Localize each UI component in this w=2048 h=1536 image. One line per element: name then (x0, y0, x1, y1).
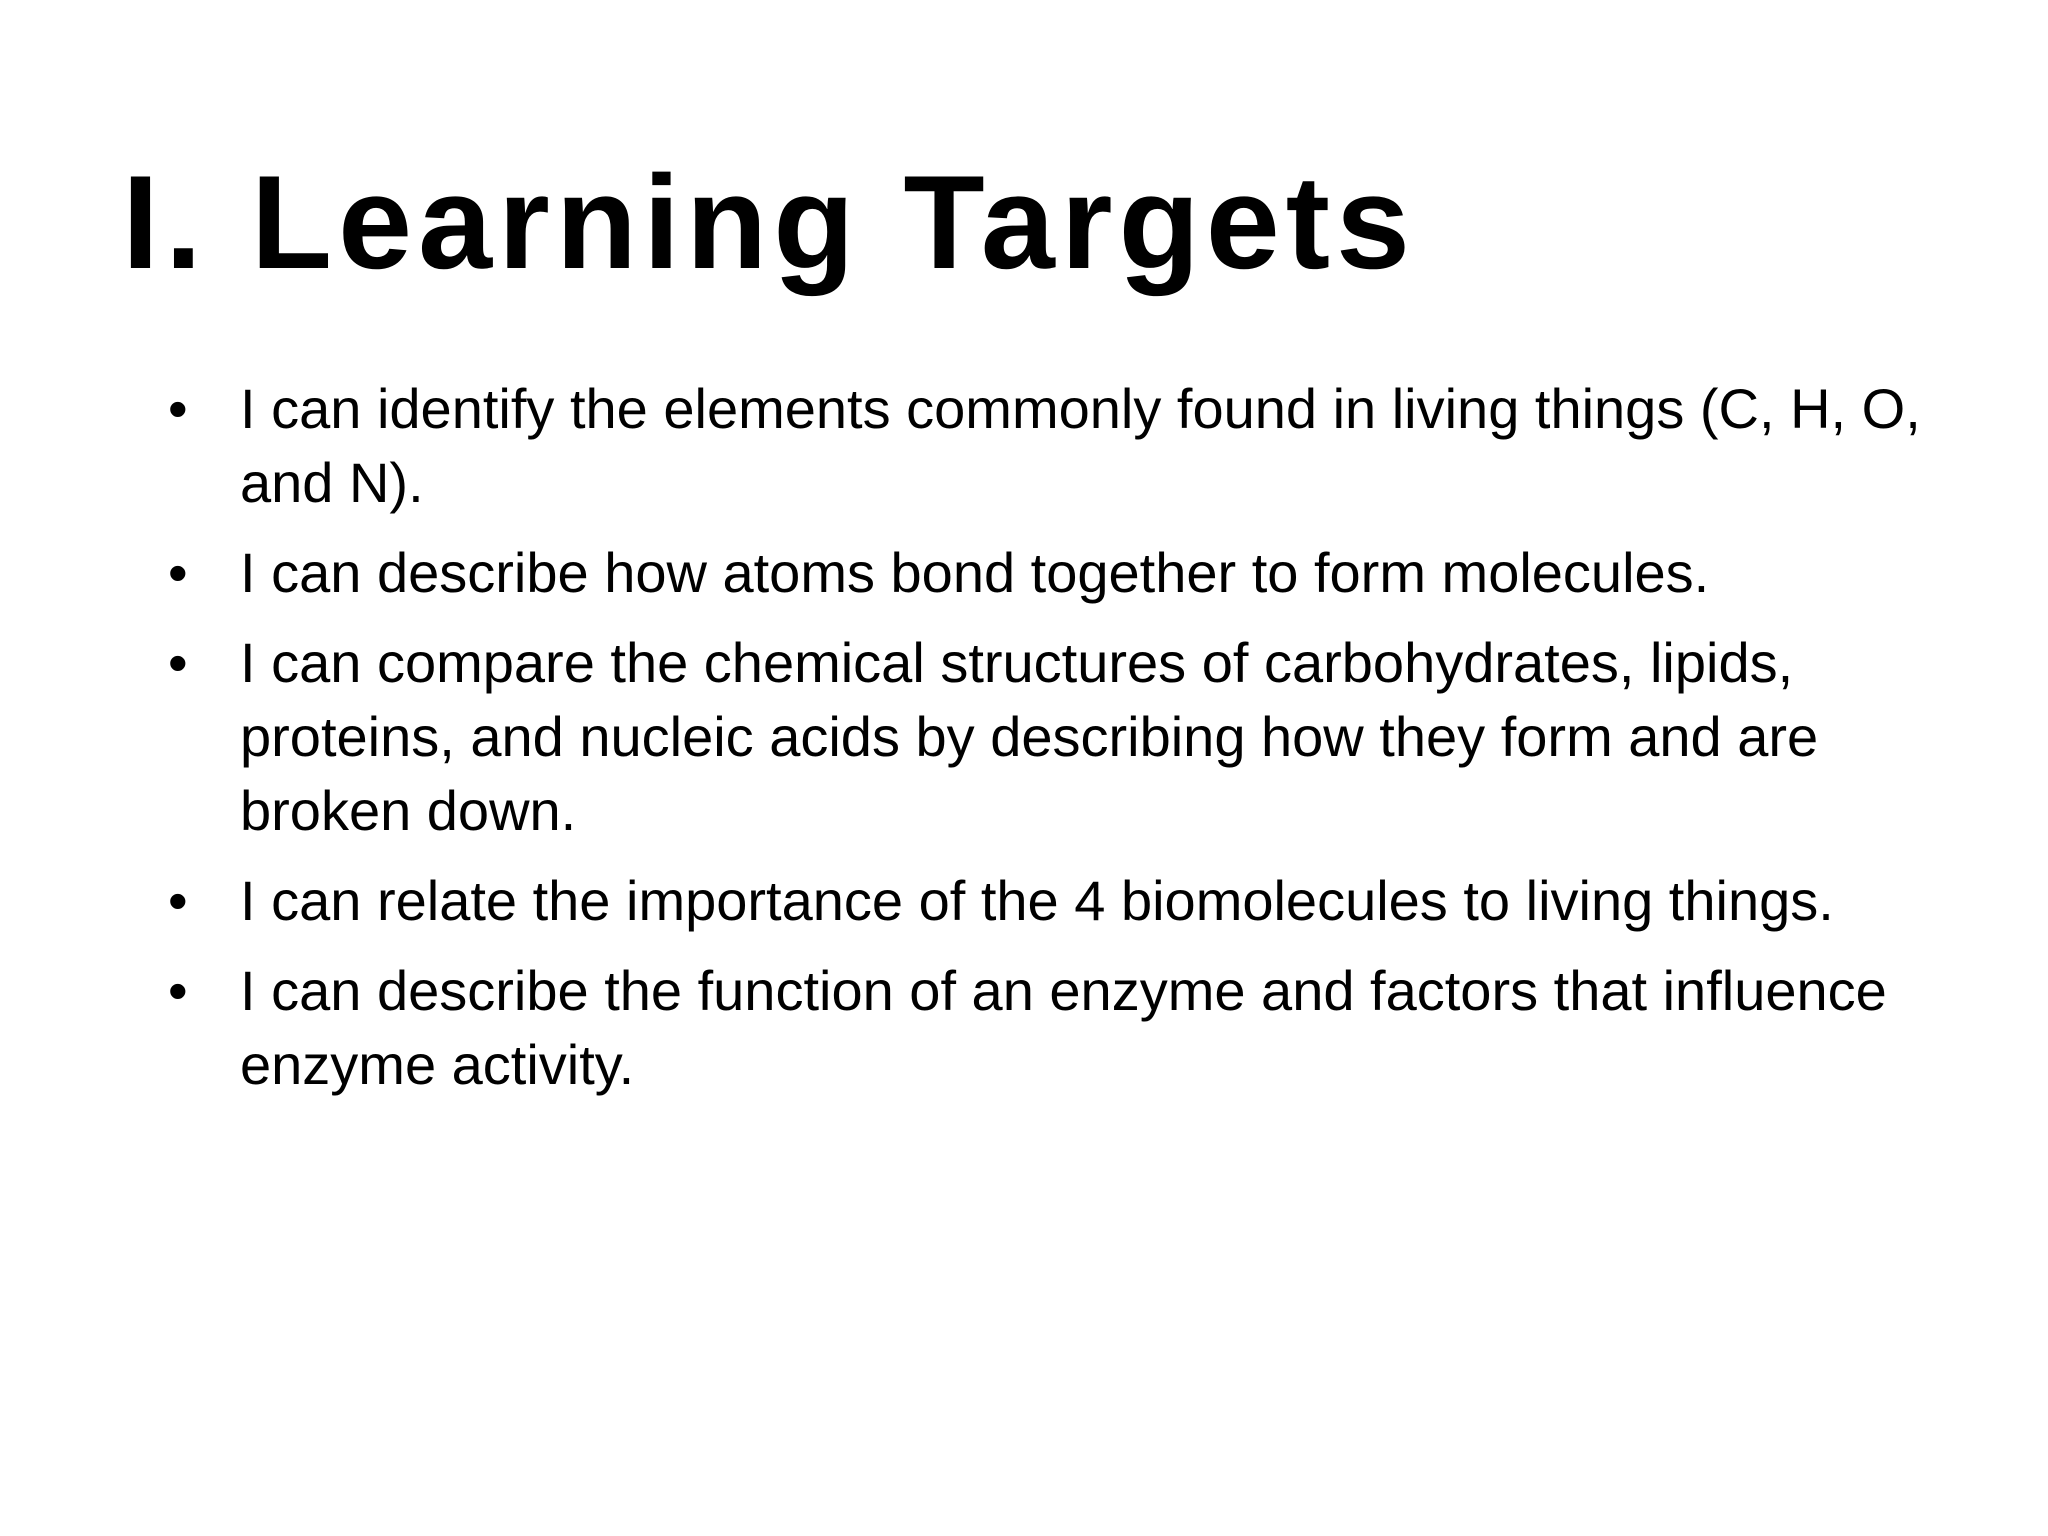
list-item (168, 372, 1958, 520)
target-text: I can compare the chemical structures of carbohydrates, lipids, proteins, and nucleic acids by describing how they form and are broken down. (240, 631, 1819, 842)
target-text: I can identify the elements commonly found in living things (C, H, O, and N). (240, 377, 1921, 514)
target-text: I can describe the function of an enzyme and factors that influence enzyme activity. (240, 959, 1887, 1096)
list-item (168, 864, 1958, 938)
bullet-icon: • (168, 631, 188, 694)
list-item (168, 954, 1958, 1102)
bullet-icon: • (168, 541, 188, 604)
learning-targets-list (168, 372, 1958, 1118)
bullet-icon: • (168, 869, 188, 932)
list-item (168, 626, 1958, 848)
target-text: I can relate the importance of the 4 biomolecules to living things. (240, 869, 1834, 932)
list-item (168, 536, 1958, 610)
target-text: I can describe how atoms bond together to form molecules. (240, 541, 1710, 604)
slide-title: I. Learning Targets (122, 149, 1416, 297)
bullet-icon: • (168, 377, 188, 440)
bullet-icon: • (168, 959, 188, 1022)
